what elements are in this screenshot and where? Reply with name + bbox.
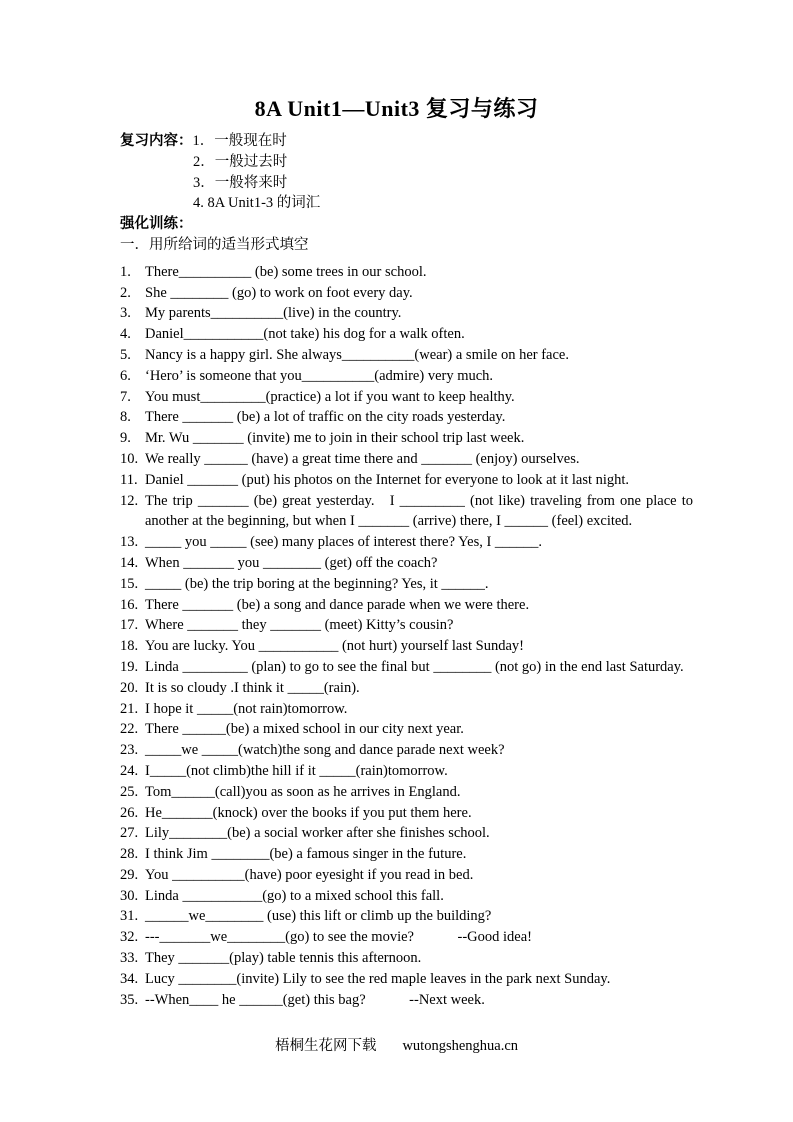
question-row <box>120 345 693 366</box>
question-number: 5. <box>120 346 131 363</box>
question-row <box>120 303 693 324</box>
question-text: ‘Hero’ is someone that you__________(admire) very much. <box>145 367 494 384</box>
review-item: 2．一般过去时 <box>193 153 288 170</box>
question-row <box>120 803 693 824</box>
question-number: 21. <box>120 700 139 717</box>
question-number: 23. <box>120 742 139 759</box>
question-text: You must_________(practice) a lot if you want to keep healthy. <box>145 388 515 405</box>
question-row <box>120 719 693 740</box>
question-text: When _______ you ________ (get) off the coach? <box>145 554 438 571</box>
question-text: There ______(be) a mixed school in our city next year. <box>145 721 464 738</box>
question-row <box>120 844 693 865</box>
question-text: Nancy is a happy girl. She always__________(wear) a smile on her face. <box>145 346 569 363</box>
question-number: 29. <box>120 866 139 883</box>
question-row <box>120 823 693 844</box>
question-text: Where _______ they _______ (meet) Kitty’s cousin? <box>145 617 454 634</box>
footer-watermark <box>0 1036 793 1056</box>
review-label: 复习内容： <box>120 133 193 149</box>
question-number: 7. <box>120 388 131 405</box>
question-text: We really ______ (have) a great time there and _______ (enjoy) ourselves. <box>145 450 580 467</box>
question-row <box>120 553 693 574</box>
question-row <box>120 636 693 657</box>
question-number: 9. <box>120 430 131 447</box>
review-item: 4. 8A Unit1-3 的词汇 <box>193 195 321 212</box>
question-number: 31. <box>120 908 139 925</box>
question-text: Tom______(call)you as soon as he arrives in England. <box>145 783 461 800</box>
question-text: Daniel___________(not take) his dog for a walk often. <box>145 326 465 343</box>
question-row <box>120 366 693 387</box>
question-row <box>120 865 693 886</box>
question-text: It is so cloudy .I think it _____(rain). <box>145 679 360 696</box>
question-row <box>120 283 693 304</box>
question-number: 3. <box>120 305 131 322</box>
question-number: 2. <box>120 284 131 301</box>
question-number: 6. <box>120 367 131 384</box>
question-text: Linda _________ (plan) to go to see the final but ________ (not go) in the end last Saturday. <box>145 658 684 675</box>
question-number: 15. <box>120 575 139 592</box>
question-number: 13. <box>120 534 139 551</box>
question-number: 20. <box>120 679 139 696</box>
question-number: 10. <box>120 450 139 467</box>
question-text: My parents__________(live) in the country. <box>145 305 402 322</box>
review-item: 1．一般现在时 <box>192 133 287 149</box>
question-row <box>120 449 693 470</box>
question-text: There _______ (be) a lot of traffic on the city roads yesterday. <box>145 409 506 426</box>
question-number: 12. <box>120 492 139 509</box>
question-text: You are lucky. You ___________ (not hurt) yourself last Sunday! <box>145 638 524 655</box>
question-row <box>120 761 693 782</box>
page-title: 8A Unit1—Unit3 复习与练习 <box>254 96 539 121</box>
question-text: _____we _____(watch)the song and dance parade next week? <box>145 742 505 759</box>
question-number: 27. <box>120 825 139 842</box>
question-number: 28. <box>120 846 139 863</box>
question-text: You __________(have) poor eyesight if you read in bed. <box>145 866 474 883</box>
question-row <box>120 428 693 449</box>
question-list <box>120 262 693 1011</box>
footer-site-name: 梧桐生花网下载 <box>274 1038 377 1054</box>
question-text: I_____(not climb)the hill if it _____(rain)tomorrow. <box>145 762 448 779</box>
review-line-1 <box>120 131 793 152</box>
question-row <box>120 657 693 678</box>
question-row <box>120 387 693 408</box>
question-row <box>120 699 693 720</box>
question-text: Lily________(be) a social worker after she finishes school. <box>145 825 490 842</box>
question-row <box>120 990 693 1011</box>
question-number: 16. <box>120 596 139 613</box>
question-number: 8. <box>120 409 131 426</box>
question-number: 17. <box>120 617 139 634</box>
question-number: 22. <box>120 721 139 738</box>
question-row <box>120 782 693 803</box>
question-number: 11. <box>120 471 138 488</box>
question-number: 14. <box>120 554 139 571</box>
question-text: There _______ (be) a song and dance parade when we were there. <box>145 596 530 613</box>
question-row <box>120 615 693 636</box>
question-row <box>120 262 693 283</box>
question-text: They _______(play) table tennis this afternoon. <box>145 950 422 967</box>
question-row <box>120 407 693 428</box>
question-number: 25. <box>120 783 139 800</box>
question-text: I hope it _____(not rain)tomorrow. <box>145 700 348 717</box>
question-row <box>120 948 693 969</box>
training-heading: 强化训练： <box>120 216 193 233</box>
question-number: 4. <box>120 326 131 343</box>
review-content-block <box>120 131 793 214</box>
question-text: The trip _______ (be) great yesterday. I _________ (not like) traveling from one place to another at the beginning, but when I _______ (arrive) there, I ______ (feel) excited. <box>145 492 693 530</box>
question-number: 19. <box>120 658 139 675</box>
question-number: 26. <box>120 804 139 821</box>
question-row <box>120 595 693 616</box>
question-number: 1. <box>120 263 131 280</box>
question-text: I think Jim ________(be) a famous singer in the future. <box>145 846 467 863</box>
question-row <box>120 969 693 990</box>
question-number: 34. <box>120 970 139 987</box>
question-text: _____ (be) the trip boring at the beginning? Yes, it ______. <box>145 575 489 592</box>
question-text: _____ you _____ (see) many places of interest there? Yes, I ______. <box>145 534 543 551</box>
question-row <box>120 906 693 927</box>
question-text: ______we________ (use) this lift or climb up the building? <box>145 908 492 925</box>
question-row <box>120 574 693 595</box>
question-text: ---_______we________(go) to see the movie? --Good idea! <box>145 929 532 946</box>
question-text: She ________ (go) to work on foot every day. <box>145 284 413 301</box>
question-number: 30. <box>120 887 139 904</box>
question-text: Mr. Wu _______ (invite) me to join in their school trip last week. <box>145 430 525 447</box>
question-text: There__________ (be) some trees in our school. <box>145 263 427 280</box>
question-text: Daniel _______ (put) his photos on the Internet for everyone to look at it last night. <box>145 471 630 488</box>
question-text: Lucy ________(invite) Lily to see the red maple leaves in the park next Sunday. <box>145 970 611 987</box>
question-text: --When____ he ______(get) this bag? --Next week. <box>145 991 485 1008</box>
question-row <box>120 740 693 761</box>
question-row <box>120 532 693 553</box>
question-text: Linda ___________(go) to a mixed school this fall. <box>145 887 444 904</box>
question-row <box>120 491 693 533</box>
question-text: He_______(knock) over the books if you put them here. <box>145 804 472 821</box>
review-item: 3．一般将来时 <box>193 174 288 191</box>
section-one-heading: 一．用所给词的适当形式填空 <box>120 236 309 253</box>
question-number: 24. <box>120 762 139 779</box>
question-number: 33. <box>120 950 139 967</box>
question-number: 32. <box>120 929 139 946</box>
question-number: 18. <box>120 638 139 655</box>
footer-site-url: wutongshenghua.cn <box>402 1038 519 1054</box>
question-number: 35. <box>120 991 139 1008</box>
question-row <box>120 678 693 699</box>
question-row <box>120 927 693 948</box>
question-row <box>120 324 693 345</box>
question-row <box>120 886 693 907</box>
question-row <box>120 470 693 491</box>
